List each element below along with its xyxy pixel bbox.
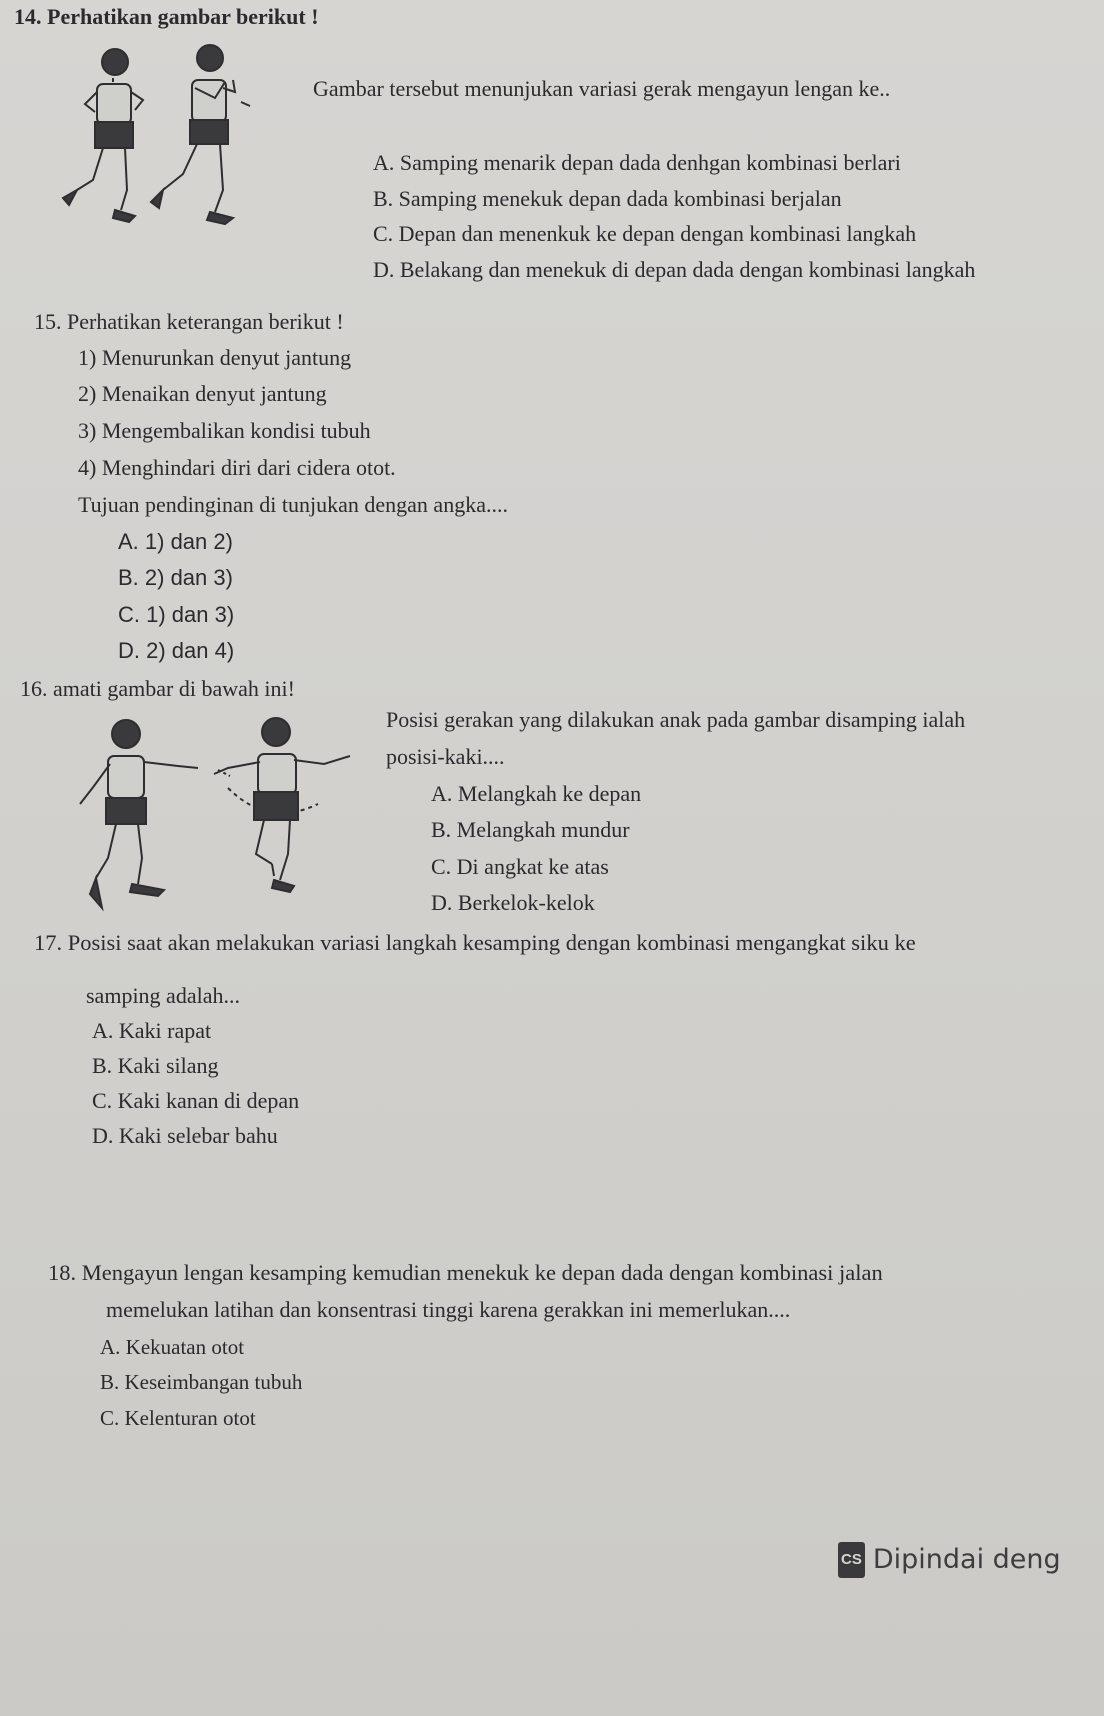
q18-title-line2: memelukan latihan dan konsentrasi tinggi karena gerakkan ini memerlukan....: [106, 1297, 791, 1322]
q15-prompt: Tujuan pendinginan di tunjukan dengan angka....: [78, 492, 508, 517]
q16-prompt-line2: posisi-kaki....: [386, 744, 505, 769]
q17-option-c: C. Kaki kanan di depan: [92, 1088, 300, 1113]
q17-option-d: D. Kaki selebar bahu: [92, 1123, 278, 1148]
q15-option-a: A. 1) dan 2): [118, 529, 233, 554]
q15-title: 15. Perhatikan keterangan berikut !: [34, 309, 344, 334]
q18-option-c: C. Kelenturan otot: [100, 1406, 256, 1430]
q14-option-a: A. Samping menarik depan dada denhgan kombinasi berlari: [373, 150, 901, 175]
q16-figure-right: [214, 718, 350, 892]
q18-option-a: A. Kekuatan otot: [100, 1335, 245, 1359]
q16-option-c: C. Di angkat ke atas: [431, 854, 609, 879]
q16-title: 16. amati gambar di bawah ini!: [20, 676, 295, 701]
q16-illustration: [68, 708, 363, 918]
q16-option-d: D. Berkelok-kelok: [431, 890, 595, 915]
scanner-watermark: [838, 1542, 1061, 1578]
q14-figure-right: [151, 45, 250, 224]
q16-prompt-line1: Posisi gerakan yang dilakukan anak pada gambar disamping ialah: [386, 707, 966, 732]
q14-option-c: C. Depan dan menenkuk ke depan dengan kombinasi langkah: [373, 221, 917, 246]
q14-prompt: Gambar tersebut menunjukan variasi gerak mengayun lengan ke..: [313, 76, 891, 101]
q15-item-3: 3) Mengembalikan kondisi tubuh: [78, 418, 371, 443]
q17-option-a: A. Kaki rapat: [92, 1018, 212, 1043]
q15-option-c: C. 1) dan 3): [118, 602, 235, 627]
q17-title-line2: samping adalah...: [86, 983, 240, 1008]
q14-option-b: B. Samping menekuk depan dada kombinasi berjalan: [373, 186, 842, 211]
q14-option-d: D. Belakang dan menekuk di depan dada dengan kombinasi langkah: [373, 257, 976, 282]
q15-option-d: D. 2) dan 4): [118, 638, 235, 663]
watermark-text: Dipindai deng: [872, 1544, 1061, 1575]
q15-item-1: 1) Menurunkan denyut jantung: [78, 345, 352, 370]
camscanner-logo: CS: [838, 1542, 865, 1578]
q18-option-b: B. Keseimbangan tubuh: [100, 1370, 303, 1394]
q14-illustration: [55, 40, 270, 245]
q15-item-4: 4) Menghindari diri dari cidera otot.: [78, 455, 396, 480]
q18-title-line1: 18. Mengayun lengan kesamping kemudian menekuk ke depan dada dengan kombinasi jalan: [48, 1260, 883, 1285]
q17-option-b: B. Kaki silang: [92, 1053, 219, 1078]
q15-option-b: B. 2) dan 3): [118, 565, 233, 590]
q15-item-2: 2) Menaikan denyut jantung: [78, 381, 327, 406]
q14-title: 14. Perhatikan gambar berikut !: [14, 4, 319, 29]
q16-figure-left: [80, 720, 198, 908]
q16-option-b: B. Melangkah mundur: [431, 817, 630, 842]
q16-option-a: A. Melangkah ke depan: [431, 781, 642, 806]
q17-title-line1: 17. Posisi saat akan melakukan variasi langkah kesamping dengan kombinasi mengangkat siku ke: [34, 930, 916, 955]
q14-figure-left: [63, 49, 143, 222]
